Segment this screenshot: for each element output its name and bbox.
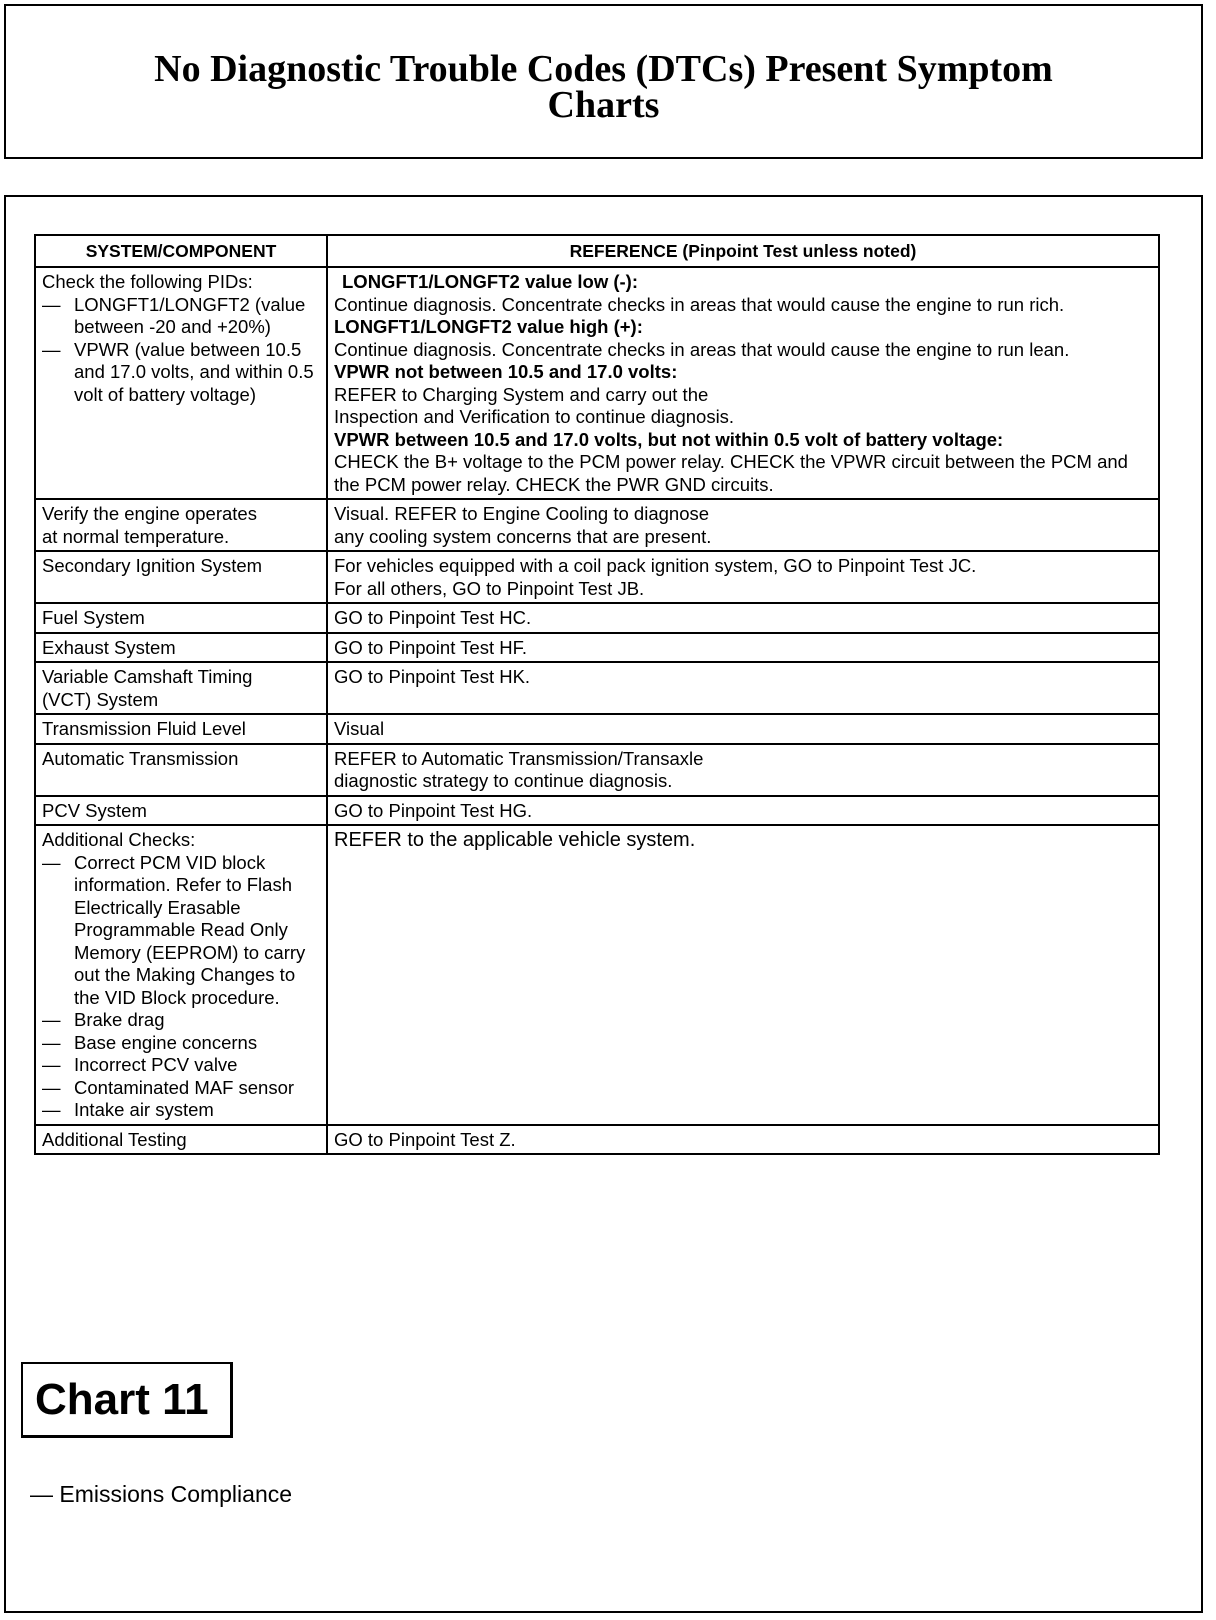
dash-item: — Correct PCM VID block information. Refer to Flash Electrically Erasable Programmable Read Only Memory (EEPROM) to carry out the Making Changes to the VID Block procedure. bbox=[42, 851, 306, 1008]
reference-cell: GO to Pinpoint Test HC. bbox=[327, 603, 1159, 633]
system-intro: Additional Checks: bbox=[42, 829, 196, 850]
dash-item: — Contaminated MAF sensor bbox=[42, 1076, 295, 1098]
table-row bbox=[35, 499, 1159, 551]
system-cell: Transmission Fluid Level bbox=[35, 714, 327, 744]
reference-cell bbox=[327, 267, 1159, 499]
ref-body: Continue diagnosis. Concentrate checks in areas that would cause the engine to run lean. bbox=[334, 338, 1070, 360]
ref-body: REFER to Charging System and carry out the bbox=[334, 383, 709, 405]
reference-cell: For vehicles equipped with a coil pack ignition system, GO to Pinpoint Test JC. For all others, GO to Pinpoint Test JB. bbox=[327, 551, 1159, 603]
table-row bbox=[35, 1125, 1159, 1155]
table-row bbox=[35, 267, 1159, 499]
table-row bbox=[35, 714, 1159, 744]
system-cell bbox=[35, 267, 327, 499]
ref-body: CHECK the B+ voltage to the PCM power relay. CHECK the VPWR circuit between the PCM and the PCM power relay. CHECK the PWR GND circuits. bbox=[334, 451, 1128, 495]
page-title bbox=[4, 4, 1203, 159]
reference-cell: GO to Pinpoint Test HG. bbox=[327, 796, 1159, 826]
table-row bbox=[35, 796, 1159, 826]
system-cell: Variable Camshaft Timing (VCT) System bbox=[35, 662, 327, 714]
system-cell: PCV System bbox=[35, 796, 327, 826]
system-cell bbox=[35, 825, 327, 1125]
reference-cell: Visual. REFER to Engine Cooling to diagnose any cooling system concerns that are present. bbox=[327, 499, 1159, 551]
dash-item: — Base engine concerns bbox=[42, 1031, 258, 1053]
table-header-row bbox=[35, 235, 1159, 267]
header-system-component: SYSTEM/COMPONENT bbox=[35, 235, 327, 267]
table-row bbox=[35, 633, 1159, 663]
reference-cell: GO to Pinpoint Test HK. bbox=[327, 662, 1159, 714]
dash-item: — Intake air system bbox=[42, 1099, 214, 1120]
dash-item: — Brake drag bbox=[42, 1009, 165, 1030]
symptom-chart-table bbox=[34, 234, 1160, 1155]
reference-cell: Visual bbox=[327, 714, 1159, 744]
system-intro: Check the following PIDs: bbox=[42, 271, 253, 292]
reference-cell: GO to Pinpoint Test HF. bbox=[327, 633, 1159, 663]
emissions-compliance-note: — Emissions Compliance bbox=[30, 1481, 293, 1507]
title-line-2: Charts bbox=[547, 84, 660, 126]
ref-body: Continue diagnosis. Concentrate checks in areas that would cause the engine to run rich. bbox=[334, 293, 1065, 315]
ref-body: Inspection and Verification to continue diagnosis. bbox=[334, 406, 735, 427]
table-row bbox=[35, 603, 1159, 633]
table-row bbox=[35, 744, 1159, 796]
chart-number-label: Chart 11 bbox=[21, 1362, 233, 1438]
table-row bbox=[35, 551, 1159, 603]
chart-container bbox=[4, 195, 1203, 1613]
reference-cell: REFER to the applicable vehicle system. bbox=[327, 825, 1159, 1125]
dash-item: — LONGFT1/LONGFT2 (value between -20 and +20%) bbox=[42, 293, 306, 337]
ref-heading: VPWR not between 10.5 and 17.0 volts: bbox=[334, 361, 678, 382]
ref-heading: LONGFT1/LONGFT2 value low (-): bbox=[342, 271, 638, 292]
system-cell: Automatic Transmission bbox=[35, 744, 327, 796]
ref-heading: LONGFT1/LONGFT2 value high (+): bbox=[334, 316, 643, 337]
table-row bbox=[35, 662, 1159, 714]
system-cell: Secondary Ignition System bbox=[35, 551, 327, 603]
table-row bbox=[35, 825, 1159, 1125]
reference-cell: GO to Pinpoint Test Z. bbox=[327, 1125, 1159, 1155]
system-cell: Exhaust System bbox=[35, 633, 327, 663]
title-line-1: No Diagnostic Trouble Codes (DTCs) Present Symptom bbox=[154, 48, 1053, 90]
ref-heading: VPWR between 10.5 and 17.0 volts, but not within 0.5 volt of battery voltage: bbox=[334, 428, 1004, 450]
dash-item: — Incorrect PCV valve bbox=[42, 1054, 238, 1075]
dash-item: — VPWR (value between 10.5 and 17.0 volts, and within 0.5 volt of battery voltage) bbox=[42, 338, 314, 405]
system-cell: Verify the engine operates at normal temperature. bbox=[35, 499, 327, 551]
header-reference: REFERENCE (Pinpoint Test unless noted) bbox=[327, 235, 1159, 267]
system-cell: Additional Testing bbox=[35, 1125, 327, 1155]
system-cell: Fuel System bbox=[35, 603, 327, 633]
reference-cell: REFER to Automatic Transmission/Transaxle diagnostic strategy to continue diagnosis. bbox=[327, 744, 1159, 796]
